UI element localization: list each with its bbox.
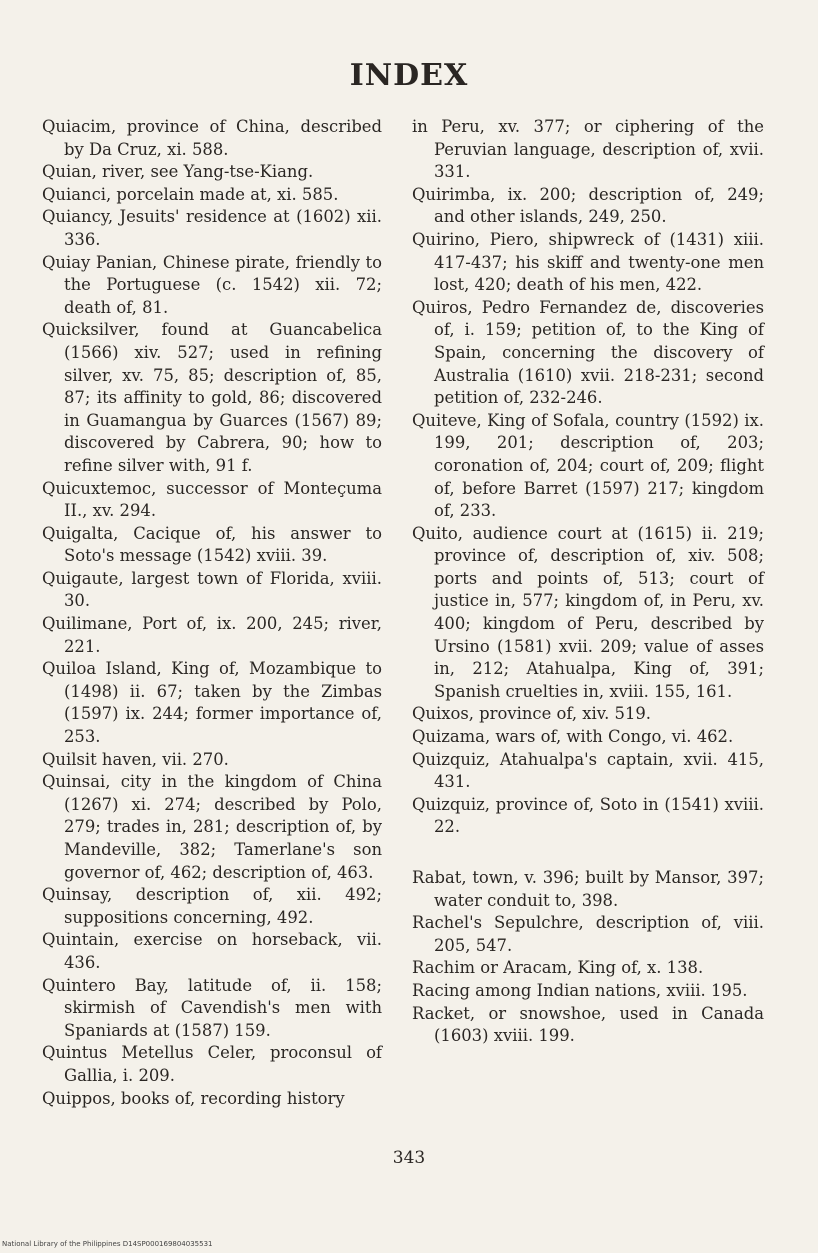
index-entry: Rabat, town, v. 396; built by Mansor, 397; water conduit to, 398. <box>412 868 764 910</box>
index-entry: Quintus Metellus Celer, proconsul of Gallia, i. 209. <box>42 1043 382 1085</box>
index-entry: Quirino, Piero, shipwreck of (1431) xiii. 417-437; his skiff and twenty-one men lost, 420; death of his men, 422. <box>412 229 764 295</box>
index-entry: Quicksilver, found at Guancabelica (1566) xiv. 527; used in refining silver, xv. 75, 85; description of, 85, 87; its affinity to gold, 86; discovered in Guamangua by Guarces (1567) 89; discovered by Cabrera, 90; how to refine silver with, 91 f. <box>42 320 382 475</box>
index-entry: Quinsay, description of, xii. 492; suppositions concerning, 492. <box>42 885 382 927</box>
index-entry: Quiros, Pedro Fernandez de, discoveries of, i. 159; petition of, to the King of Spain, concerning the discovery of Australia (1610) xvii. 218-231; second petition of, 232-246. <box>412 297 764 408</box>
index-entry: Quizquiz, province of, Soto in (1541) xviii. 22. <box>412 794 764 837</box>
index-entry: in Peru, xv. 377; or ciphering of the Peruvian language, description of, xvii. 331. <box>412 117 764 182</box>
index-entry: Quintero Bay, latitude of, ii. 158; skirmish of Cavendish's men with Spaniards at (1587) 159. <box>42 975 382 1040</box>
index-entry: Quito, audience court at (1615) ii. 219; province of, description of, xiv. 508; ports and points of, 513; court of justice in, 577; kingdom of, in Peru, xv. 400; kingdom of Peru, described by Ursino (1581) xvii. 209; value of asses in, 212; Atahualpa, King of, 391; Spanish cruelties in, xviii. 155, 161. <box>412 523 764 701</box>
index-entry: Quiay Panian, Chinese pirate, friendly to the Portuguese (c. 1542) xii. 72; death of, 81. <box>42 252 382 317</box>
index-entry: Quiloa Island, King of, Mozambique to (1498) ii. 67; taken by the Zimbas (1597) ix. 244; former importance of, 253. <box>42 659 382 747</box>
index-entry: Rachim or Aracam, King of, x. 138. <box>412 958 704 978</box>
index-entry: Quiancy, Jesuits' residence at (1602) xii. 336. <box>42 207 382 249</box>
index-entry: Quippos, books of, recording history <box>42 1088 345 1108</box>
index-entry: Quizama, wars of, with Congo, vi. 462. <box>412 727 734 747</box>
index-entry: Quilimane, Port of, ix. 200, 245; river, 221. <box>42 614 382 656</box>
index-entry: Quigalta, Cacique of, his answer to Soto's message (1542) xviii. 39. <box>42 523 382 566</box>
index-entry: Quigaute, largest town of Florida, xviii. 30. <box>42 568 382 611</box>
index-entry: Quilsit haven, vii. 270. <box>42 749 229 769</box>
index-entry: Quianci, porcelain made at, xi. 585. <box>42 184 339 204</box>
index-entry: Quintain, exercise on horseback, vii. 436. <box>42 930 382 972</box>
index-entry: Quicuxtemoc, successor of Monteçuma II., xv. 294. <box>42 478 382 521</box>
index-entry: Quizquiz, Atahualpa's captain, xvii. 415, 431. <box>412 749 764 792</box>
index-entry: Rachel's Sepulchre, description of, viii. 205, 547. <box>412 913 764 955</box>
index-entry: Quiteve, King of Sofala, country (1592) ix. 199, 201; description of, 203; coronation of, 204; court of, 209; flight of, before Barret (1597) 217; kingdom of, 233. <box>412 410 764 521</box>
library-footer: National Library of the Philippines D14SP000169804035531 <box>2 1240 213 1248</box>
left-column <box>42 116 382 1110</box>
page-number: 343 <box>392 1148 426 1168</box>
index-entry: Racket, or snowshoe, used in Canada (1603) xviii. 199. <box>412 1003 764 1046</box>
index-entry: Quirimba, ix. 200; description of, 249; and other islands, 249, 250. <box>412 184 764 227</box>
index-entry: Racing among Indian nations, xviii. 195. <box>412 980 748 1000</box>
index-entry: Quian, river, see Yang-tse-Kiang. <box>42 162 314 182</box>
index-entry: Quiacim, province of China, described by Da Cruz, xi. 588. <box>42 117 382 159</box>
right-column <box>412 116 764 1048</box>
section-gap <box>412 839 764 867</box>
page-title: INDEX <box>349 58 469 93</box>
index-entry: Quixos, province of, xiv. 519. <box>412 704 652 724</box>
index-entry: Quinsai, city in the kingdom of China (1267) xi. 274; described by Polo, 279; trades in, 281; description of, by Mandeville, 382; Tamerlane's son governor of, 462; description of, 463. <box>42 772 382 882</box>
